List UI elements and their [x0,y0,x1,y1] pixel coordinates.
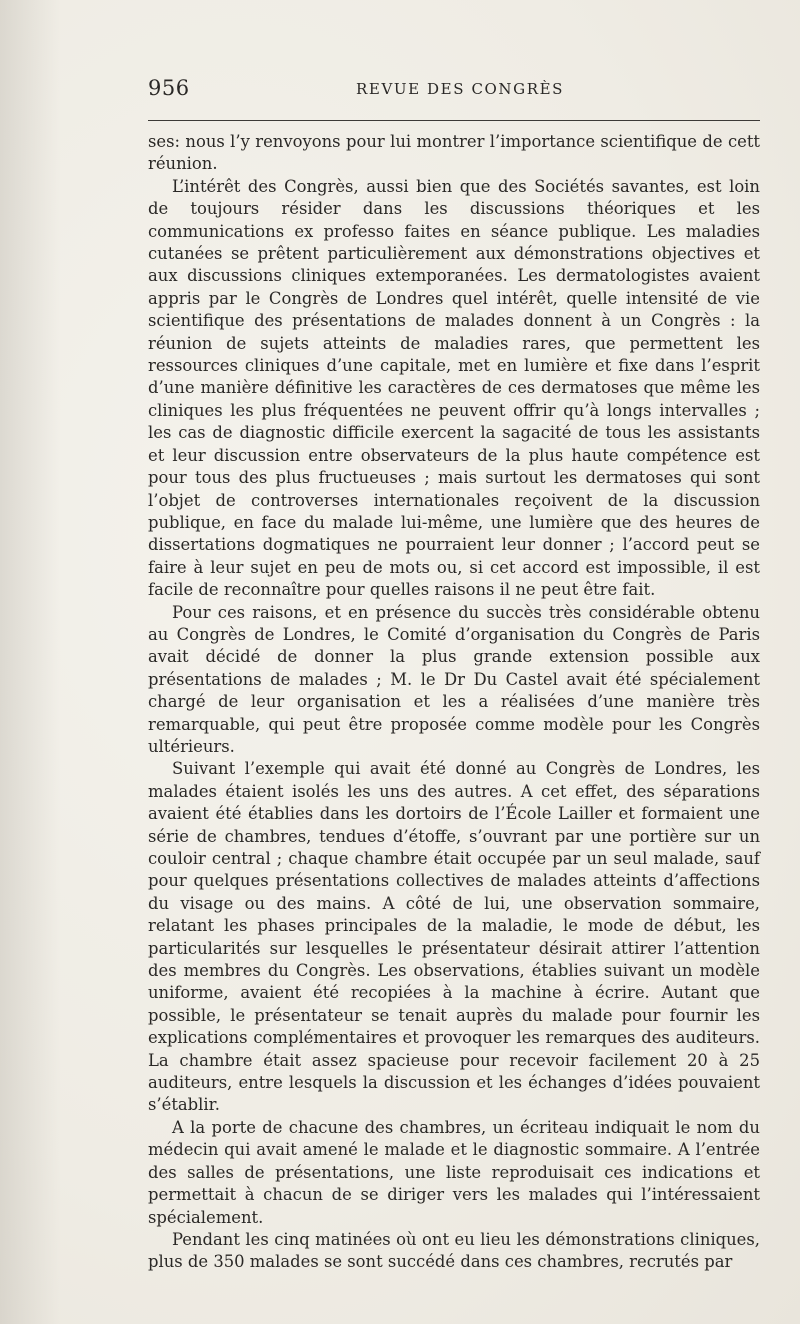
header-rule [148,120,760,121]
paragraph: Suivant l’exemple qui avait été donné au Congrès de Londres, les malades étaient isolés les uns des autres. A cet effet, des séparations avaient été établies dans les dortoirs de l’École Lailler et formaient une série de chambres, tendues d’étoffe, s’ouvrant par une portière sur un couloir central ; chaque chambre était occupée par un seul malade, sauf pour quelques présentations collectives de malades atteints d’affections du visage ou des mains. A côté de lui, une observation sommaire, relatant les phases principales de la maladie, le mode de début, les particularités sur lesquelles le présentateur désirait attirer l’attention des membres du Congrès. Les observations, établies suivant un modèle uniforme, avaient été recopiées à la machine à écrire. Autant que possible, le présentateur se tenait auprès du malade pour fournir les explications complémentaires et provoquer les remarques des auditeurs. La chambre était assez spacieuse pour recevoir facilement 20 à 25 auditeurs, entre lesquels la discussion et les échanges d’idées pouvaient s’établir. [148,759,760,1115]
paragraph: A la porte de chacune des chambres, un écriteau indiquait le nom du médecin qui avait amené le malade et le diagnostic sommaire. A l’entrée des salles de présentations, une liste reproduisait ces indications et permettait à chacun de se diriger vers les malades qui l’intéressaient spécialement. [148,1117,760,1227]
paragraph: Pour ces raisons, et en présence du succès très considérable obtenu au Congrès de Londres, le Comité d’organisation du Congrès de Paris avait décidé de donner la plus grande extension possible aux présentations de malades ; M. le Dr Du Castel avait été spécialement chargé de leur organisation et les a réalisées d’une manière très remarquable, qui peut être proposée comme modèle pour les Congrès ultérieurs. [148,602,760,756]
running-title: REVUE DES CONGRÈS [356,80,565,98]
body-text [148,131,760,1274]
paragraph: Pendant les cinq matinées où ont eu lieu les démonstrations cliniques, plus de 350 malades se sont succédé dans ces chambres, recrutés par [148,1229,760,1272]
page-header [148,76,760,112]
paragraph: L’intérêt des Congrès, aussi bien que des Sociétés savantes, est loin de toujours résider dans les discussions théoriques et les communications ex professo faites en séance publique. Les maladies cutanées se prêtent particulièrement aux démonstrations objectives et aux discussions cliniques extemporanées. Les dermatologistes avaient appris par le Congrès de Londres quel intérêt, quelle intensité de vie scientifique des présentations de malades donnent à un Congrès : la réunion de sujets atteints de maladies rares, que permettent les ressources cliniques d’une capitale, met en lumière et fixe dans l’esprit d’une manière définitive les caractères de ces dermatoses que même les cliniques les plus fréquentées ne peuvent offrir qu’à longs intervalles ; les cas de diagnostic difficile exercent la sagacité de tous les assistants et leur discussion entre observateurs de la plus haute compétence est pour tous des plus fructueuses ; mais surtout les dermatoses qui sont l’objet de controverses internationales reçoivent de la discussion publique, en face du malade lui-même, une lumière que des heures de dissertations dogmatiques ne pourraient leur donner ; l’accord peut se faire à leur sujet en peu de mots ou, si cet accord est impossible, il est facile de reconnaître pour quelles raisons il ne peut être fait. [148,176,760,600]
paragraph-continued: ses: nous l’y renvoyons pour lui montrer l’importance scientifique de cett réunion. [148,132,760,174]
page-edge-shadow [0,0,60,1324]
page-number: 956 [148,76,190,100]
